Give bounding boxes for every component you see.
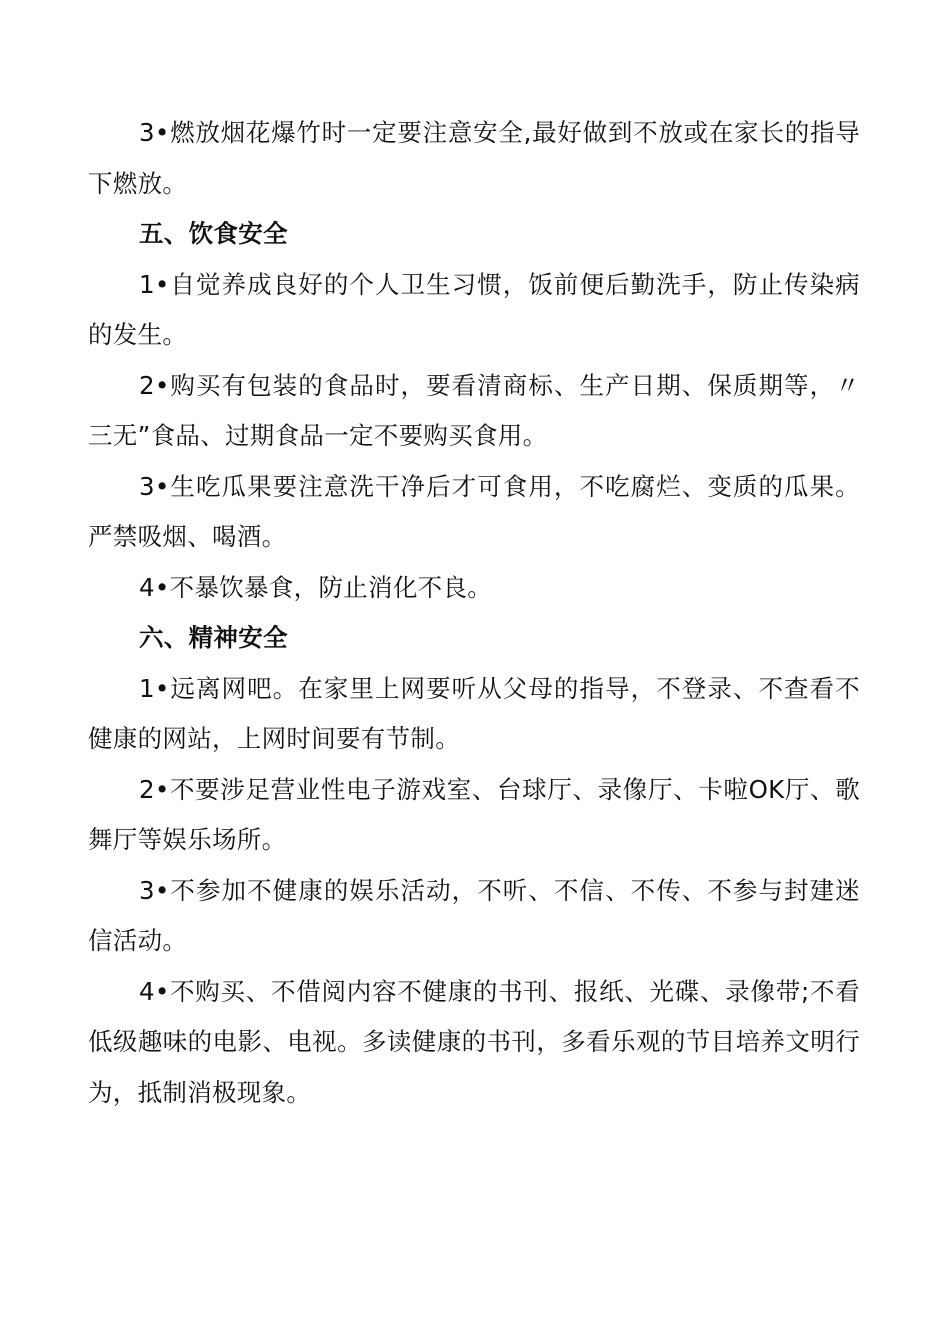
paragraph-fireworks-safety: 3•燃放烟花爆竹时一定要注意安全,最好做到不放或在家长的指导下燃放。 — [88, 118, 860, 198]
paragraph-unhealthy-media: 4•不购买、不借阅内容不健康的书刊、报纸、光碟、录像带;不看低级趣味的电影、电视。多读健康的书刊，多看乐观的节目培养文明行为，抵制消极现象。 — [88, 976, 860, 1107]
section-heading-food-safety: 五、饮食安全 — [139, 219, 288, 248]
section-heading-mental-safety: 六、精神安全 — [139, 623, 288, 652]
paragraph-unhealthy-activities: 3•不参加不健康的娱乐活动，不听、不信、不传、不参与封建迷信活动。 — [88, 875, 860, 955]
paragraph-no-overeating: 4•不暴饮暴食，防止消化不良。 — [139, 572, 493, 602]
paragraph-hygiene-habits: 1•自觉养成良好的个人卫生习惯，饭前便后勤洗手，防止传染病的发生。 — [88, 269, 860, 349]
paragraph-internet-cafe: 1•远离网吧。在家里上网要听从父母的指导，不登录、不查看不健康的网站，上网时间要有节制。 — [88, 673, 860, 753]
document-page — [88, 108, 860, 1118]
paragraph-fruit-washing: 3•生吃瓜果要注意洗干净后才可食用，不吃腐烂、变质的瓜果。严禁吸烟、喝酒。 — [88, 471, 860, 551]
paragraph-entertainment-venues: 2•不要涉足营业性电子游戏室、台球厅、录像厅、卡啦OK厅、歌舞厅等娱乐场所。 — [88, 774, 860, 854]
paragraph-packaged-food: 2•购买有包装的食品时，要看清商标、生产日期、保质期等，〃三无”食品、过期食品一定不要购买食用。 — [88, 370, 860, 450]
